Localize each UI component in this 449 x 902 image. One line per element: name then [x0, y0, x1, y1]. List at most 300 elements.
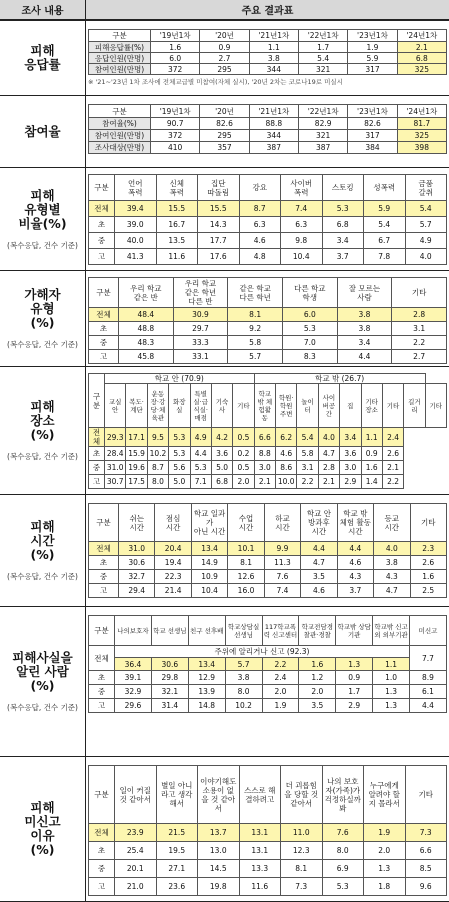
table-row	[89, 249, 447, 265]
header-cell: 길거리	[404, 384, 425, 428]
data-cell: 321	[298, 64, 347, 75]
data-cell: 16.7	[156, 217, 198, 233]
header-cell: 특별실·급식실·매점	[190, 384, 211, 428]
data-cell: 22.3	[155, 570, 191, 584]
data-cell: 5.9	[364, 201, 406, 217]
header-cell: '24년1차	[397, 105, 446, 118]
data-cell: 13.9	[188, 685, 225, 699]
header-cell: 수업 시간	[228, 504, 264, 542]
header-cell: 같은 학교 다른 학년	[228, 278, 283, 308]
data-cell: 6.0	[282, 308, 337, 322]
data-cell: 8.9	[410, 671, 447, 685]
section-victim-time	[0, 494, 449, 606]
header-cell: 학교밖 신고 외 외부기관	[373, 616, 410, 646]
data-cell: 13.1	[239, 842, 281, 860]
table-row	[89, 824, 447, 842]
data-cell: 3.0	[254, 461, 275, 475]
data-cell: 6.2	[276, 428, 297, 447]
header-cell: 더 괴롭힘을 당할 것 같아서	[281, 766, 323, 824]
data-cell: 325	[397, 130, 446, 142]
data-cell: 11.3	[264, 556, 300, 570]
header-cell: 놀이터	[297, 384, 318, 428]
data-cell: 3.8	[337, 322, 392, 336]
data-cell: 32.7	[119, 570, 155, 584]
header-cell: 성폭력	[364, 175, 406, 201]
data-cell: 3.8	[225, 671, 262, 685]
data-cell: 8.0	[322, 842, 364, 860]
header-cell: 학교전담경찰관·경찰	[299, 616, 336, 646]
table-row	[89, 64, 447, 75]
data-cell: 30.7	[105, 475, 126, 489]
header-cell: 학교 밖 체험 활동 시간	[337, 504, 373, 542]
data-cell: 10.4	[281, 249, 323, 265]
data-cell: 2.1	[382, 461, 403, 475]
data-cell: 19.8	[198, 878, 240, 896]
data-cell: 2.2	[262, 658, 299, 671]
data-cell: 초	[89, 671, 115, 685]
data-cell: 41.3	[115, 249, 157, 265]
data-cell: 19.6	[126, 461, 147, 475]
data-cell: 8.7	[239, 201, 281, 217]
data-cell: 29.4	[119, 584, 155, 598]
data-cell: 29.8	[151, 671, 188, 685]
data-cell: 6.6	[254, 428, 275, 447]
data-cell: 384	[348, 142, 397, 154]
table-row	[89, 308, 447, 322]
data-cell: 2.1	[397, 42, 446, 53]
data-cell: 초	[89, 217, 115, 233]
table-row	[89, 584, 447, 598]
data-cell: 0.9	[336, 671, 373, 685]
header-cell: '19년1차	[151, 105, 200, 118]
data-cell: 전체	[89, 308, 119, 322]
section-title: 피해사실을 알린 사람 (%)	[12, 650, 73, 693]
data-cell: 19.4	[155, 556, 191, 570]
data-cell: 4.2	[211, 428, 232, 447]
data-cell: 5.4	[364, 217, 406, 233]
data-cell: 29.7	[173, 322, 228, 336]
data-cell: 7.4	[264, 584, 300, 598]
data-cell: 20.4	[155, 542, 191, 556]
header-cell: 일이 커질 것 같아서	[115, 766, 157, 824]
data-cell: 3.8	[374, 556, 410, 570]
header-cell: 나의 보호자(가족)가 걱정하실까봐	[322, 766, 364, 824]
table-row	[89, 350, 447, 364]
section-note: (복수응답, 건수 기준)	[7, 340, 78, 349]
header-cell: 기숙사	[211, 384, 232, 428]
table-participation-rate	[88, 104, 447, 154]
data-cell: 2.7	[392, 350, 447, 364]
section-note: (복수응답, 건수 기준)	[7, 240, 78, 250]
data-cell: 2.9	[340, 475, 361, 489]
header-cell: 구분	[89, 278, 119, 308]
header-cell: 기타	[233, 384, 254, 428]
header-cell: '22년1차	[298, 105, 347, 118]
table-row	[89, 142, 447, 154]
table-row	[89, 201, 447, 217]
data-cell: 3.8	[337, 308, 392, 322]
report-header	[0, 0, 449, 20]
data-cell: 전체	[89, 646, 115, 671]
data-cell: 7.6	[264, 570, 300, 584]
header-cell: 누구에게 알려야 할지 몰라서	[364, 766, 406, 824]
data-cell: 88.8	[249, 118, 298, 130]
data-cell: 3.7	[322, 249, 364, 265]
data-cell: 3.5	[301, 570, 337, 584]
section-victim-response-rate	[0, 20, 449, 95]
header-cell: 집단 따돌림	[198, 175, 240, 201]
data-cell: 19.5	[156, 842, 198, 860]
table-victim-type	[88, 174, 447, 265]
data-cell: 1.4	[361, 475, 382, 489]
data-cell: 295	[200, 130, 249, 142]
header-cell: '19년1차	[151, 30, 200, 42]
data-cell: 21.4	[155, 584, 191, 598]
data-cell: 13.3	[239, 860, 281, 878]
data-cell: 387	[249, 142, 298, 154]
data-cell: 3.5	[299, 699, 336, 713]
data-cell: 4.6	[301, 584, 337, 598]
data-cell: 2.1	[254, 475, 275, 489]
data-cell: 4.0	[374, 542, 410, 556]
data-cell: 고	[89, 878, 115, 896]
data-cell: 39.0	[115, 217, 157, 233]
table-row	[89, 322, 447, 336]
section-title: 피해 미신고 이유 (%)	[24, 800, 61, 857]
data-cell: 48.8	[119, 322, 174, 336]
data-cell: 4.4	[337, 542, 373, 556]
data-cell: 2.6	[382, 447, 403, 461]
data-cell: 0.2	[233, 447, 254, 461]
data-cell: 2.0	[262, 685, 299, 699]
data-cell: 1.6	[299, 658, 336, 671]
header-cell: 잘 모르는 사람	[337, 278, 392, 308]
header-row	[89, 175, 447, 201]
data-cell: 1.7	[336, 685, 373, 699]
data-cell: 3.1	[392, 322, 447, 336]
data-cell: 81.7	[397, 118, 446, 130]
data-cell: 2.9	[336, 699, 373, 713]
data-cell: 6.3	[281, 217, 323, 233]
section-unreported-reason	[0, 756, 449, 902]
table-perpetrator-type	[88, 277, 447, 364]
data-cell: 33.3	[173, 336, 228, 350]
data-cell: 초	[89, 556, 119, 570]
data-cell: 5.3	[169, 428, 190, 447]
data-cell: 8.0	[225, 685, 262, 699]
data-cell: 10.9	[191, 570, 227, 584]
table-victim-time	[88, 503, 447, 598]
header-cell: 점심 시간	[155, 504, 191, 542]
table-row	[89, 671, 447, 685]
data-cell: 32.9	[115, 685, 152, 699]
data-cell: 12.6	[228, 570, 264, 584]
group-header-row	[89, 374, 447, 384]
data-cell: 410	[151, 142, 200, 154]
data-cell: 4.9	[190, 428, 211, 447]
data-cell: 1.3	[364, 860, 406, 878]
header-cell: 기타장소	[361, 384, 382, 428]
data-cell: 10.2	[225, 699, 262, 713]
data-cell: 3.1	[297, 461, 318, 475]
data-cell: 8.1	[281, 860, 323, 878]
data-cell: 응답인원(만명)	[89, 53, 151, 64]
section-reported-to	[0, 606, 449, 756]
data-cell: 5.3	[169, 447, 190, 461]
data-cell: 8.5	[405, 860, 447, 878]
data-cell: 고	[89, 584, 119, 598]
data-cell: 전체	[89, 428, 105, 447]
data-cell: 12.3	[281, 842, 323, 860]
header-cell: 사이버공간	[318, 384, 339, 428]
header-cell: 학교 밖 (26.7)	[254, 374, 425, 384]
header-cell: 기타	[425, 384, 446, 428]
data-cell: 15.5	[156, 201, 198, 217]
header-cell: 이야기해도 소용이 없을 것 같아서	[198, 766, 240, 824]
data-cell: 1.6	[361, 461, 382, 475]
data-cell: 29.6	[115, 699, 152, 713]
data-cell: 3.7	[337, 584, 373, 598]
data-cell: 6.8	[397, 53, 446, 64]
data-cell: 8.8	[254, 447, 275, 461]
data-cell: 11.0	[281, 824, 323, 842]
data-cell: 10.4	[191, 584, 227, 598]
table-row	[89, 860, 447, 878]
data-cell: 14.8	[188, 699, 225, 713]
header-cell: 구분	[89, 766, 115, 824]
header-cell: 기타	[382, 384, 403, 428]
data-cell: 4.7	[374, 584, 410, 598]
table-row	[89, 542, 447, 556]
header-cell: 하교 시간	[264, 504, 300, 542]
data-cell: 2.6	[410, 556, 447, 570]
header-cell: 화장실	[169, 384, 190, 428]
data-cell: 29.3	[105, 428, 126, 447]
section-title: 참여율	[24, 123, 61, 139]
header-cell: 친구 선후배	[188, 616, 225, 646]
data-cell: 23.9	[115, 824, 157, 842]
data-cell: 372	[151, 130, 200, 142]
data-cell: 2.2	[392, 336, 447, 350]
data-cell: 36.4	[115, 658, 152, 671]
header-row	[89, 105, 447, 118]
data-cell: 2.5	[410, 584, 447, 598]
data-cell: 고	[89, 350, 119, 364]
data-cell: 4.3	[337, 570, 373, 584]
data-cell: 1.0	[373, 671, 410, 685]
section-title: 피해 장소 (%)	[30, 399, 55, 442]
header-cell: 기타	[405, 766, 447, 824]
data-cell: 9.9	[264, 542, 300, 556]
data-cell: 4.4	[190, 447, 211, 461]
data-cell: 4.6	[276, 447, 297, 461]
data-cell: 1.1	[361, 428, 382, 447]
data-cell: 30.6	[119, 556, 155, 570]
data-cell: 6.8	[211, 475, 232, 489]
data-cell: 4.0	[318, 428, 339, 447]
table-row	[89, 118, 447, 130]
header-cell: 사이버 폭력	[281, 175, 323, 201]
data-cell: 1.2	[299, 671, 336, 685]
data-cell: 0.9	[200, 42, 249, 53]
data-cell: 8.6	[276, 461, 297, 475]
data-cell: 4.6	[239, 233, 281, 249]
table-footnote: ※ '21~'23년 1차 조사에 전체교급별 미참여(자체 실시), '20년 2차는 코로나19로 미실시	[88, 78, 343, 86]
data-cell: 3.8	[249, 53, 298, 64]
data-cell: 4.9	[405, 233, 447, 249]
data-cell: 17.5	[126, 475, 147, 489]
data-cell: 3.4	[340, 428, 361, 447]
data-cell: 321	[298, 130, 347, 142]
data-cell: 82.6	[348, 118, 397, 130]
header-cell: 신체 폭력	[156, 175, 198, 201]
data-cell: 4.6	[337, 556, 373, 570]
data-cell: 39.4	[115, 201, 157, 217]
header-cell: 강요	[239, 175, 281, 201]
data-cell: 초	[89, 322, 119, 336]
data-cell: 40.0	[115, 233, 157, 249]
data-cell: 6.8	[322, 217, 364, 233]
header-cell: 기타	[392, 278, 447, 308]
header-cell: 구분	[89, 374, 105, 428]
table-victim-place	[88, 373, 447, 489]
table-row	[89, 685, 447, 699]
data-cell: 2.2	[297, 475, 318, 489]
data-cell: 5.3	[282, 322, 337, 336]
header-col-results: 주요 결과표	[86, 0, 449, 19]
data-cell: 4.7	[301, 556, 337, 570]
data-cell: 1.6	[151, 42, 200, 53]
data-cell: 5.7	[225, 658, 262, 671]
data-cell: 7.6	[322, 824, 364, 842]
header-cell: 집	[340, 384, 361, 428]
section-victim-type	[0, 167, 449, 270]
data-cell: 2.4	[262, 671, 299, 685]
data-cell: 4.4	[337, 350, 392, 364]
report-group-row	[89, 646, 447, 658]
data-cell: 1.9	[262, 699, 299, 713]
data-cell: 82.9	[298, 118, 347, 130]
data-cell: 317	[348, 64, 397, 75]
section-title: 피해 응답률	[24, 43, 61, 72]
table-row	[89, 475, 447, 489]
data-cell: 372	[151, 64, 200, 75]
header-cell: 운동장·강당·체육관	[147, 384, 168, 428]
header-cell: 학교밖 상담기관	[336, 616, 373, 646]
data-cell: 0.5	[233, 428, 254, 447]
header-cell: '20년	[200, 105, 249, 118]
data-cell: 3.6	[211, 447, 232, 461]
data-cell: 2.0	[364, 842, 406, 860]
table-row	[89, 336, 447, 350]
data-cell: 20.1	[115, 860, 157, 878]
header-cell: '23년1차	[348, 30, 397, 42]
data-cell: 13.4	[191, 542, 227, 556]
data-cell: 31.4	[151, 699, 188, 713]
header-cell: 스토킹	[322, 175, 364, 201]
data-cell: 2.0	[299, 685, 336, 699]
section-victim-place	[0, 366, 449, 494]
table-row	[89, 658, 447, 671]
data-cell: 4.7	[318, 447, 339, 461]
section-participation-rate	[0, 95, 449, 167]
data-cell: 중	[89, 570, 119, 584]
data-cell: 5.6	[169, 461, 190, 475]
data-cell: 25.4	[115, 842, 157, 860]
data-cell: 13.5	[156, 233, 198, 249]
header-cell: 교실안	[105, 384, 126, 428]
data-cell: 8.0	[147, 475, 168, 489]
data-cell: 중	[89, 233, 115, 249]
data-cell: 1.1	[373, 658, 410, 671]
data-cell: 2.8	[392, 308, 447, 322]
header-cell: 구분	[89, 105, 151, 118]
data-cell: 16.0	[228, 584, 264, 598]
data-cell: 82.6	[200, 118, 249, 130]
data-cell: 전체	[89, 824, 115, 842]
header-cell: 구분	[89, 504, 119, 542]
section-title: 피해 유형별 비율(%)	[18, 187, 67, 231]
header-row	[89, 504, 447, 542]
data-cell: 7.0	[282, 336, 337, 350]
data-cell: 4.8	[239, 249, 281, 265]
data-cell: 5.3	[322, 878, 364, 896]
data-cell: 5.3	[322, 201, 364, 217]
data-cell: 11.6	[156, 249, 198, 265]
header-cell: 등교 시간	[374, 504, 410, 542]
header-cell: 나의보호자	[115, 616, 152, 646]
data-cell: 참여인원(만명)	[89, 64, 151, 75]
data-cell: 조사대상(만명)	[89, 142, 151, 154]
data-cell: 3.4	[322, 233, 364, 249]
data-cell: 0.9	[361, 447, 382, 461]
data-cell: 39.1	[115, 671, 152, 685]
table-row	[89, 878, 447, 896]
data-cell: 참여인원(만명)	[89, 130, 151, 142]
data-cell: 초	[89, 842, 115, 860]
header-row	[89, 30, 447, 42]
data-cell: 5.7	[405, 217, 447, 233]
data-cell: 30.6	[151, 658, 188, 671]
data-cell: 295	[200, 64, 249, 75]
header-cell: 금품 갈취	[405, 175, 447, 201]
data-cell: 13.0	[198, 842, 240, 860]
table-row	[89, 130, 447, 142]
data-cell: 344	[249, 64, 298, 75]
data-cell: 7.3	[405, 824, 447, 842]
data-cell: 4.4	[410, 699, 447, 713]
data-cell: 참여율(%)	[89, 118, 151, 130]
header-cell: 학교 안 (70.9)	[105, 374, 255, 384]
table-row	[89, 570, 447, 584]
data-cell: 초	[89, 447, 105, 461]
data-cell: 14.5	[198, 860, 240, 878]
data-cell: 11.6	[239, 878, 281, 896]
header-cell: 구분	[89, 175, 115, 201]
header-cell: '23년1차	[348, 105, 397, 118]
data-cell: 6.1	[410, 685, 447, 699]
data-cell: 357	[200, 142, 249, 154]
header-cell: 117학교폭력 신고센터	[262, 616, 299, 646]
section-note: (복수응답, 건수 기준)	[7, 572, 78, 581]
table-row	[89, 699, 447, 713]
data-cell: 31.0	[105, 461, 126, 475]
data-cell: 7.7	[410, 646, 447, 671]
header-cell: '24년1차	[397, 30, 446, 42]
data-cell: 8.3	[282, 350, 337, 364]
data-cell: 1.3	[336, 658, 373, 671]
data-cell: 17.7	[198, 233, 240, 249]
